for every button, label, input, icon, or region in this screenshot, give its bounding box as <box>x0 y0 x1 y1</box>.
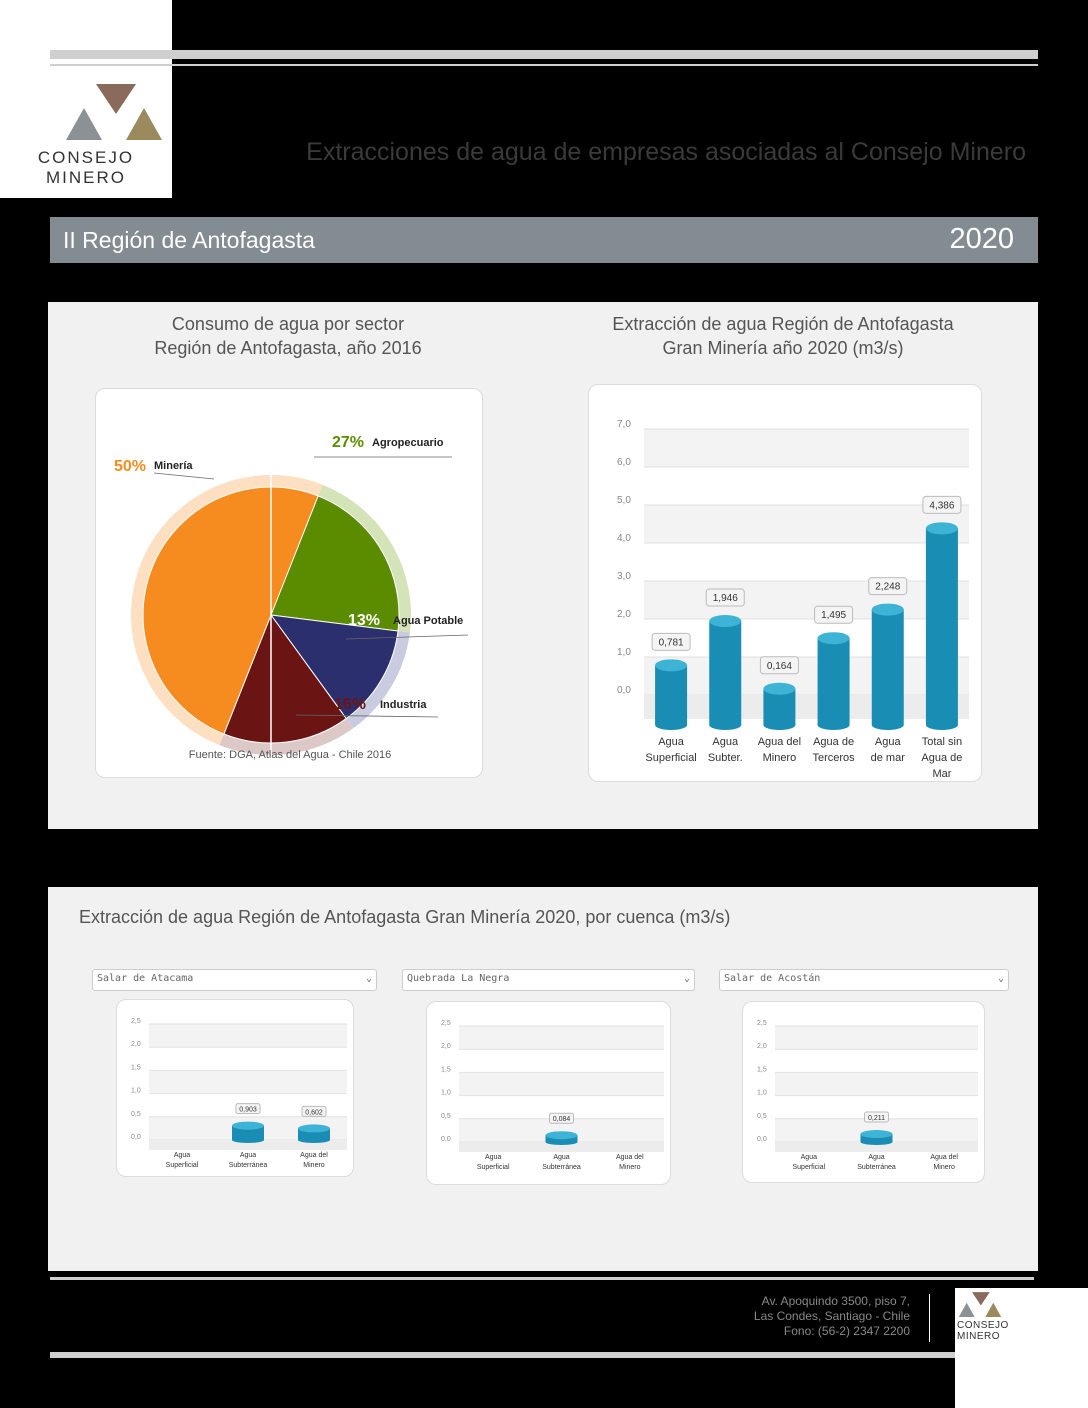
bar-base <box>763 720 795 730</box>
x-category-label: Agua <box>239 1152 257 1159</box>
x-category-label: Agua del <box>757 736 802 748</box>
x-category-label: Minero <box>933 1164 955 1171</box>
bar-title-line2: Gran Minería año 2020 (m3/s) <box>662 338 904 358</box>
grid-band <box>644 467 969 505</box>
basin-chart-2 <box>427 1002 672 1186</box>
logo <box>0 0 172 198</box>
y-tick-label: 3,0 <box>617 571 631 582</box>
logo-text-line1: CONSEJO <box>37 148 135 167</box>
bar-cap <box>546 1131 578 1139</box>
x-category-label: Agua <box>712 736 739 748</box>
bar-cap <box>872 604 904 616</box>
bar-chart-title <box>583 312 983 360</box>
grid-band <box>644 429 969 467</box>
bar-base <box>546 1139 578 1145</box>
pie-percent-label: 13% <box>348 612 381 629</box>
grid-band <box>149 1047 347 1070</box>
bar[interactable] <box>709 621 741 725</box>
pie-title-line2: Región de Antofagasta, año 2016 <box>154 338 422 358</box>
data-label: 0,781 <box>658 637 684 649</box>
y-tick-label: 2,5 <box>757 1020 767 1027</box>
y-tick-label: 0,5 <box>757 1112 767 1120</box>
grid-band <box>149 1024 347 1047</box>
chevron-down-icon: ⌄ <box>683 973 690 984</box>
y-tick-label: 2,5 <box>441 1020 451 1027</box>
x-category-label: Subterránea <box>542 1164 581 1171</box>
bar-base <box>872 720 904 730</box>
x-category-label: Agua <box>484 1154 502 1161</box>
data-label: 1,946 <box>712 593 738 605</box>
bar-base <box>861 1139 893 1145</box>
footer-divider <box>929 1294 930 1342</box>
bar[interactable] <box>818 638 850 725</box>
footer-rule-top <box>50 1277 1034 1280</box>
x-category-label: Superficial <box>165 1162 199 1169</box>
grid-band <box>459 1072 664 1095</box>
y-tick-label: 0,0 <box>441 1136 451 1143</box>
pie-category-label: Industria <box>380 699 427 711</box>
bar-cap <box>298 1124 330 1132</box>
pie-chart <box>96 389 484 779</box>
y-tick-label: 1,5 <box>441 1066 451 1074</box>
pie-category-label: Agua Potable <box>393 615 464 627</box>
x-category-label: Agua de <box>921 752 963 764</box>
y-tick-label: 2,0 <box>757 1043 767 1051</box>
pie-percent-label: 27% <box>332 434 365 451</box>
footer-address-line1: Av. Apoquindo 3500, piso 7, <box>761 1294 910 1308</box>
pie-source: Fuente: DGA, Atlas del Agua - Chile 2016 <box>188 749 392 761</box>
data-label: 0,164 <box>766 660 792 672</box>
bar-title-line1: Extracción de agua Región de Antofagasta <box>612 314 954 334</box>
y-tick-label: 1,5 <box>757 1066 767 1074</box>
logo-text-line2: MINERO <box>46 168 126 187</box>
header-rule-thin <box>50 64 1038 66</box>
y-tick-label: 1,0 <box>617 647 631 658</box>
pie-chart-title <box>88 312 488 360</box>
x-category-label: Terceros <box>812 752 855 764</box>
footer-logo-mark-icon <box>957 1290 1003 1320</box>
x-category-label: Subterránea <box>857 1164 896 1171</box>
x-category-label: Agua <box>173 1152 191 1159</box>
x-category-label: Mar <box>932 768 952 780</box>
y-tick-label: 2,0 <box>441 1043 451 1051</box>
y-tick-label: 1,0 <box>757 1089 767 1097</box>
x-category-label: Agua del <box>300 1152 328 1159</box>
x-category-label: Agua del <box>930 1154 958 1161</box>
footer-logo-line1: CONSEJO <box>957 1320 1009 1331</box>
x-category-label: Minero <box>303 1162 325 1169</box>
y-tick-label: 5,0 <box>617 495 631 506</box>
basin-charts-panel <box>48 887 1038 1271</box>
y-tick-label: 7,0 <box>617 419 631 430</box>
grid-band <box>149 1070 347 1093</box>
y-tick-label: 0,0 <box>757 1136 767 1143</box>
basin-select-1-value: Salar de Atacama <box>97 973 194 984</box>
footer-address-line2: Las Condes, Santiago - Chile <box>753 1309 910 1323</box>
bar-base <box>232 1137 264 1143</box>
region-year: 2020 <box>949 223 1014 255</box>
grid-band <box>459 1049 664 1072</box>
grid-band <box>644 581 969 622</box>
x-category-label: Total sin <box>921 736 963 748</box>
pie-percent-label: 50% <box>114 458 147 475</box>
x-category-label: Agua <box>800 1154 818 1161</box>
bar-base <box>709 720 741 730</box>
y-tick-label: 6,0 <box>617 457 631 468</box>
header-rule-top <box>50 50 1038 59</box>
pie-leader-line <box>154 473 214 479</box>
data-label: 0,084 <box>552 1116 571 1124</box>
data-label: 0,211 <box>868 1115 885 1123</box>
y-tick-label: 2,5 <box>131 1018 141 1025</box>
bar-cap <box>861 1130 893 1138</box>
region-bar <box>50 217 1038 263</box>
bar[interactable] <box>926 528 958 725</box>
data-label: 1,495 <box>821 610 847 622</box>
bar-chart-card <box>588 384 982 782</box>
x-category-label: Agua <box>553 1154 570 1161</box>
grid-band <box>644 543 969 581</box>
bar[interactable] <box>655 665 687 725</box>
x-category-label: de mar <box>870 752 905 764</box>
y-tick-label: 0,5 <box>441 1112 451 1120</box>
x-axis-band <box>644 695 969 719</box>
bar-base <box>926 720 958 730</box>
basin-select-2[interactable] <box>402 969 695 991</box>
basin-chart-3 <box>743 1002 986 1184</box>
data-label: 0,903 <box>239 1106 257 1114</box>
bar-cap <box>926 522 958 534</box>
y-tick-label: 1,0 <box>131 1087 141 1095</box>
y-tick-label: 1,0 <box>441 1089 451 1097</box>
x-category-label: Agua de <box>813 736 855 748</box>
basin-chart-card-1 <box>116 999 354 1177</box>
basin-section-title: Extracción de agua Región de Antofagasta Gran Minería 2020, por cuenca (m3/s) <box>79 907 731 927</box>
basin-chart-1 <box>117 1000 355 1178</box>
grid-band <box>459 1026 664 1049</box>
x-category-label: Subterránea <box>228 1162 268 1169</box>
x-category-label: Subter. <box>707 752 743 764</box>
basin-select-1[interactable] <box>92 969 377 991</box>
pie-percent-label: 16% <box>334 696 367 713</box>
pie-title-line1: Consumo de agua por sector <box>171 314 405 334</box>
basin-select-3-value: Salar de Acostán <box>724 973 821 984</box>
y-tick-label: 2,0 <box>617 609 631 620</box>
y-tick-label: 4,0 <box>617 533 631 544</box>
x-category-label: Minero <box>619 1164 641 1171</box>
top-charts-panel <box>48 302 1038 829</box>
x-category-label: Agua <box>658 736 684 748</box>
footer-logo <box>955 1288 1088 1408</box>
grid-band <box>644 619 969 657</box>
footer-rule-bottom <box>50 1352 1034 1358</box>
page-title: Extracciones de agua de empresas asociadas al Consejo Minero <box>306 138 1026 166</box>
footer-phone: Fono: (56-2) 2347 2200 <box>783 1324 910 1338</box>
y-tick-label: 1,5 <box>131 1064 141 1072</box>
pie-category-label: Agropecuario <box>372 437 444 449</box>
bar-cap <box>709 615 741 627</box>
bar-cap <box>655 659 687 671</box>
data-label: 2,248 <box>875 581 901 593</box>
y-tick-label: 0,5 <box>131 1110 141 1118</box>
grid-band <box>644 505 969 543</box>
pie-chart-card <box>95 388 483 778</box>
bar-base <box>298 1137 330 1143</box>
grid-band <box>775 1026 978 1049</box>
grid-band <box>644 657 969 695</box>
basin-select-2-value: Quebrada La Negra <box>407 973 510 984</box>
y-tick-label: 0,0 <box>617 685 631 696</box>
chevron-down-icon: ⌄ <box>365 973 372 984</box>
bar-chart <box>589 385 983 783</box>
basin-chart-card-2 <box>426 1001 671 1185</box>
bar-base <box>655 720 687 730</box>
pie-category-label: Minería <box>154 460 193 472</box>
grid-band <box>775 1072 978 1095</box>
x-category-label: Agua <box>868 1154 885 1161</box>
x-category-label: Agua del <box>616 1154 644 1161</box>
footer-address <box>640 1294 910 1339</box>
bar-base <box>818 720 850 730</box>
data-label: 4,386 <box>929 500 955 512</box>
basin-select-3[interactable] <box>719 969 1009 991</box>
data-label: 0,602 <box>305 1109 323 1117</box>
footer-logo-line2: MINERO <box>957 1331 1000 1342</box>
y-tick-label: 0,0 <box>131 1134 141 1141</box>
bar[interactable] <box>872 610 904 725</box>
bar-cap <box>818 632 850 644</box>
x-category-label: Superficial <box>645 752 697 764</box>
y-tick-label: 2,0 <box>131 1041 141 1049</box>
logo-mark-icon <box>62 82 166 144</box>
basin-chart-card-3 <box>742 1001 985 1183</box>
chevron-down-icon: ⌄ <box>997 973 1004 984</box>
x-category-label: Superficial <box>476 1164 510 1171</box>
bar-cap <box>232 1122 264 1130</box>
bar-cap <box>763 683 795 695</box>
grid-band <box>775 1049 978 1072</box>
x-category-label: Minero <box>762 752 797 764</box>
x-category-label: Superficial <box>792 1164 826 1171</box>
region-name: II Región de Antofagasta <box>63 227 315 253</box>
x-category-label: Agua <box>874 736 901 748</box>
